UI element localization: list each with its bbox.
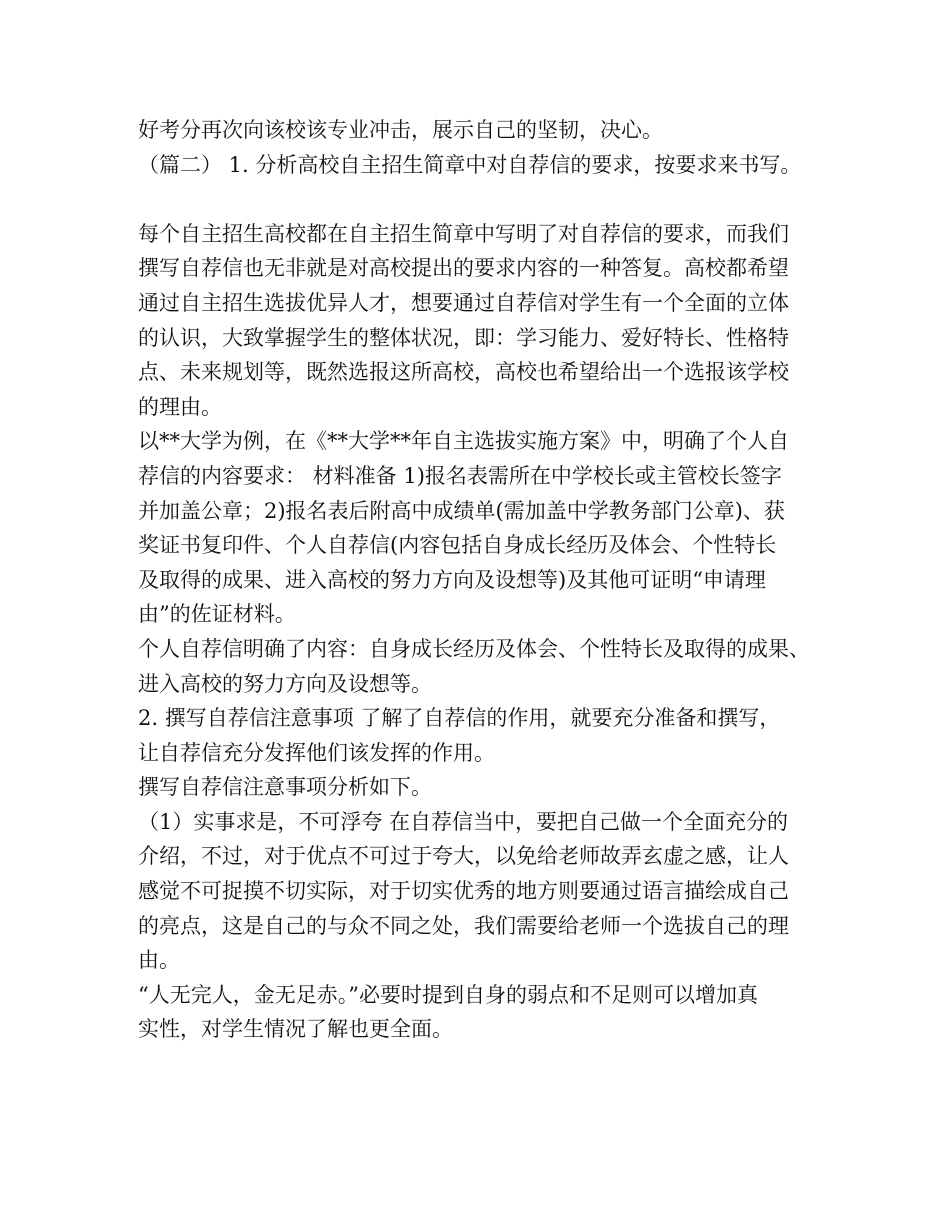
text-line: 并加盖公章；2)报名表后附高中成绩单(需加盖中学教务部门公章)、获 — [138, 498, 785, 523]
text-line: 实性，对学生情况了解也更全面。 — [138, 1017, 453, 1042]
text-line: （1）实事求是，不可浮夸 在自荐信当中，要把自己做一个全面充分的 — [138, 809, 789, 834]
blank-line — [138, 182, 838, 217]
text-line: 以**大学为例，在《**大学**年自主选拔实施方案》中，明确了个人自 — [138, 429, 789, 454]
text-line: 由。 — [138, 948, 180, 973]
text-line: 好考分再次向该校该专业冲击，展示自己的坚韧，决心。 — [138, 118, 663, 142]
text-line: 的亮点，这是自己的与众不同之处，我们需要给老师一个选拔自己的理 — [138, 913, 789, 938]
text-line: 的认识，大致掌握学生的整体状况，即：学习能力、爱好特长、性格特 — [138, 325, 789, 350]
document-body — [138, 113, 838, 1047]
text-line: 个人自荐信明确了内容：自身成长经历及体会、个性特长及取得的成果、 — [138, 636, 810, 661]
text-line: 通过自主招生选拔优异人才，想要通过自荐信对学生有一个全面的立体 — [138, 290, 789, 315]
text-line: 由”的佐证材料。 — [138, 602, 296, 627]
text-line: 感觉不可捉摸不切实际，对于切实优秀的地方则要通过语言描绘成自己 — [138, 879, 789, 904]
text-line: “人无完人，金无足赤。”必要时提到自身的弱点和不足则可以增加真 — [138, 982, 758, 1007]
text-line: 2. 撰写自荐信注意事项 了解了自荐信的作用，就要充分准备和撰写， — [138, 706, 781, 731]
text-line: 介绍，不过，对于优点不可过于夸大，以免给老师故弄玄虚之感，让人 — [138, 844, 789, 869]
text-line: 及取得的成果、进入高校的努力方向及设想等)及其他可证明“申请理 — [138, 567, 766, 592]
text-line: 点、未来规划等，既然选报这所高校，高校也希望给出一个选报该学校 — [138, 360, 789, 385]
text-line: 荐信的内容要求： 材料准备 1)报名表需所在中学校长或主管校长签字 — [138, 463, 782, 488]
text-line: 撰写自荐信也无非就是对高校提出的要求内容的一种答复。高校都希望 — [138, 256, 789, 281]
text-line: 让自荐信充分发挥他们该发挥的作用。 — [138, 740, 495, 765]
text-line: 进入高校的努力方向及设想等。 — [138, 671, 432, 696]
text-line: 奖证书复印件、个人自荐信(内容包括自身成长经历及体会、个性特长 — [138, 533, 777, 558]
text-line: 的理由。 — [138, 394, 222, 419]
text-line: 每个自主招生高校都在自主招生简章中写明了对自荐信的要求，而我们 — [138, 221, 789, 246]
text-line: （篇二） 1. 分析高校自主招生简章中对自荐信的要求，按要求来书写。 — [138, 152, 802, 177]
text-line: 撰写自荐信注意事项分析如下。 — [138, 775, 432, 800]
